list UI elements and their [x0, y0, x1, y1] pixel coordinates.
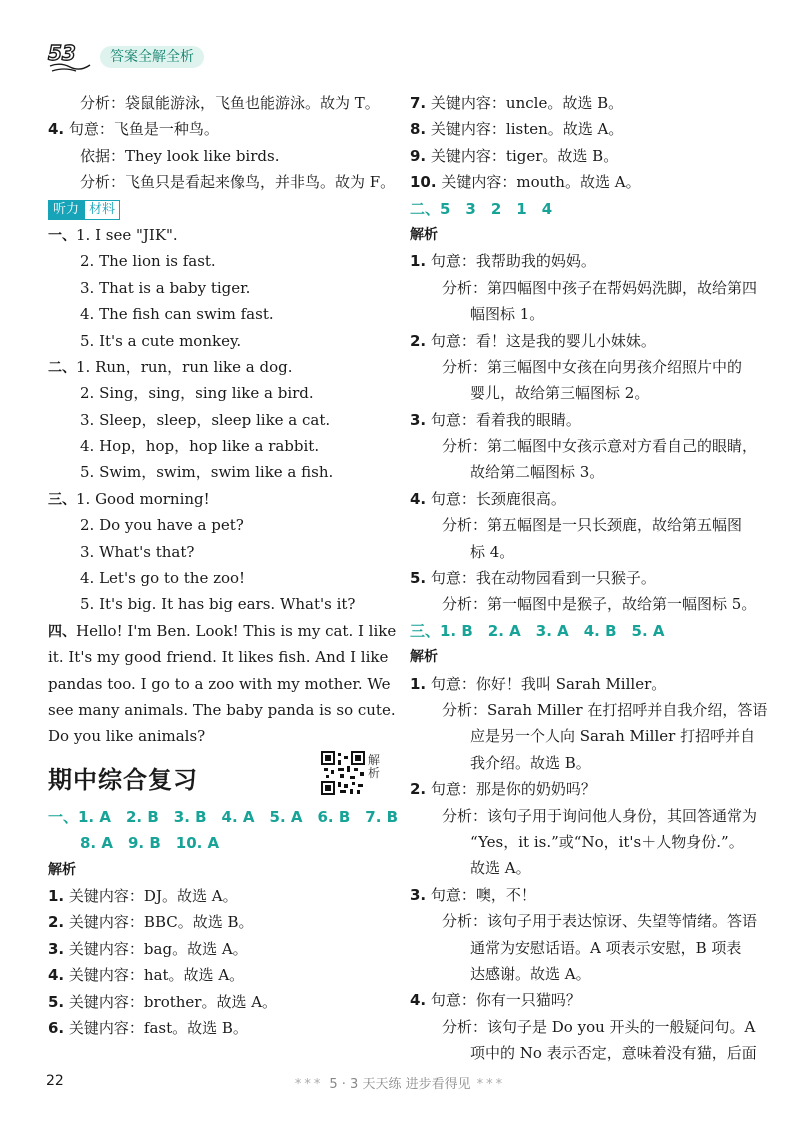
left-column — [48, 90, 399, 1041]
analysis-detail: 幅图标 1。 — [470, 305, 545, 324]
analysis-detail: 分析：该句子用于询问他人身份，其回答通常为 — [442, 806, 758, 825]
section-four-line: it. It's my good friend. It likes fish. And I like — [48, 648, 389, 667]
section-two-item: 3. Sleep，sleep，sleep like a cat. — [80, 410, 331, 429]
analysis-item: 4. 句意：长颈鹿很高。 — [410, 489, 566, 508]
analysis-detail: 故选 A。 — [470, 859, 531, 878]
section-two-answers: 二、5 3 2 1 4 — [410, 199, 553, 218]
analysis-item: 4. 句意：你有一只猫吗？ — [410, 991, 581, 1010]
text-line: 分析：袋鼠能游泳，飞鱼也能游泳。故为 T。 — [80, 94, 380, 112]
section-one-item: 4. The fish can swim fast. — [80, 305, 274, 324]
midterm-title: 期中综合复习 — [48, 765, 198, 794]
analysis-item: 5. 句意：我在动物园看到一只猴子。 — [410, 569, 656, 588]
text-line: 依据：They look like birds. — [80, 146, 280, 165]
footer-stars-left: *** — [294, 1077, 324, 1092]
section-three-item: 2. Do you have a pet? — [80, 516, 244, 535]
section-one-item: 5. It's a cute monkey. — [80, 331, 242, 350]
analysis-item: 3. 句意：噢，不！ — [410, 885, 536, 904]
key-item: 10. 关键内容：mouth。故选 A。 — [410, 173, 641, 192]
analysis-heading: 解析 — [410, 649, 438, 666]
section-one-item: 3. That is a baby tiger. — [80, 278, 251, 297]
text-line: 4. 句意：飞鱼是一种鸟。 — [48, 120, 219, 139]
section-four-line: see many animals. The baby panda is so cute. — [48, 700, 396, 719]
midterm-answers-line: 一、1. A 2. B 3. B 4. A 5. A 6. B 7. B — [48, 807, 399, 826]
analysis-detail: 分析：第三幅图中女孩在向男孩介绍照片中的 — [442, 357, 743, 376]
right-column — [410, 90, 768, 1066]
analysis-detail: 分析：第二幅图中女孩示意对方看自己的眼睛， — [442, 437, 758, 456]
section-three-item: 5. It's big. It has big ears. What's it? — [80, 595, 356, 614]
footer-brand: 5 · 3 天天练 进步看得见 — [329, 1077, 471, 1092]
svg-text:53: 53 — [48, 41, 76, 65]
section-two-item: 4. Hop，hop，hop like a rabbit. — [80, 437, 320, 456]
analysis-detail: 我介绍。故选 B。 — [470, 753, 591, 772]
analysis-item: 2. 句意：看！这是我的婴儿小妹妹。 — [410, 331, 656, 350]
key-item: 5. 关键内容：brother。故选 A。 — [48, 992, 278, 1011]
analysis-item: 3. 句意：看着我的眼睛。 — [410, 410, 581, 429]
analysis-detail: 达感谢。故选 A。 — [470, 964, 591, 983]
text-line: 分析：飞鱼只是看起来像鸟，并非鸟。故为 F。 — [80, 173, 396, 192]
section-one-item: 2. The lion is fast. — [80, 252, 216, 271]
footer-stars-right: *** — [476, 1077, 506, 1092]
section-two-item: 2. Sing，sing，sing like a bird. — [80, 384, 314, 403]
analysis-detail: 分析：第一幅图中是猴子，故给第一幅图标 5。 — [442, 595, 757, 614]
analysis-item: 1. 句意：你好！我叫 Sarah Miller。 — [410, 674, 667, 693]
analysis-detail: 通常为安慰话语。A 项表示安慰，B 项表 — [470, 938, 742, 957]
analysis-detail: 分析：Sarah Miller 在打招呼并自我介绍，答语 — [442, 700, 768, 719]
section-three-answers: 三、1. B 2. A 3. A 4. B 5. A — [410, 621, 665, 640]
qr-code-icon[interactable] — [320, 750, 366, 796]
section-four-line: pandas too. I go to a zoo with my mother. We — [48, 674, 391, 693]
analysis-detail: 分析：该句子是 Do you 开头的一般疑问句。A — [442, 1017, 756, 1036]
key-item: 4. 关键内容：hat。故选 A。 — [48, 966, 245, 985]
key-item: 9. 关键内容：tiger。故选 B。 — [410, 146, 619, 165]
analysis-detail: 分析：第五幅图是一只长颈鹿，故给第五幅图 — [442, 516, 743, 535]
key-item: 8. 关键内容：listen。故选 A。 — [410, 120, 624, 139]
analysis-detail: 分析：第四幅图中孩子在帮妈妈洗脚，故给第四 — [442, 278, 758, 297]
key-item: 3. 关键内容：bag。故选 A。 — [48, 939, 248, 958]
section-four-line: Do you like animals? — [48, 727, 206, 746]
analysis-heading: 解析 — [410, 226, 438, 243]
section-three-item: 三、1. Good morning! — [48, 489, 210, 508]
section-three-item: 3. What's that? — [80, 542, 195, 561]
midterm-answers-line: 8. A 9. B 10. A — [80, 834, 220, 853]
analysis-detail: 故给第二幅图标 3。 — [470, 463, 605, 482]
section-one-item: 一、1. I see "JIK". — [48, 225, 178, 244]
midterm-title-row — [48, 750, 388, 804]
key-item: 2. 关键内容：BBC。故选 B。 — [48, 913, 254, 932]
analysis-detail: “Yes，it is.”或“No，it's＋人物身份.”。 — [470, 832, 744, 851]
answer-badge: 答案全解全析 — [100, 46, 204, 68]
analysis-item: 1. 句意：我帮助我的妈妈。 — [410, 252, 596, 271]
listening-tag-row — [48, 196, 388, 222]
key-item: 6. 关键内容：fast。故选 B。 — [48, 1018, 248, 1037]
qr-label: 解析 — [368, 752, 381, 780]
section-four-line: 四、Hello! I'm Ben. Look! This is my cat. I like — [48, 621, 397, 640]
section-three-item: 4. Let's go to the zoo! — [80, 569, 246, 588]
section-two-item: 5. Swim，swim，swim like a fish. — [80, 463, 334, 482]
analysis-detail: 应是另一个人向 Sarah Miller 打招呼并自 — [470, 727, 756, 746]
key-item: 7. 关键内容：uncle。故选 B。 — [410, 94, 624, 112]
analysis-item: 2. 句意：那是你的奶奶吗？ — [410, 780, 596, 799]
analysis-detail: 标 4。 — [470, 542, 515, 561]
analysis-detail: 分析：该句子用于表达惊讶、失望等情绪。答语 — [442, 912, 758, 931]
footer-slogan — [0, 1073, 800, 1092]
brand-logo — [46, 38, 92, 74]
listening-material-tag: 听力 材料 — [48, 199, 120, 217]
page-number: 22 — [46, 1073, 64, 1089]
analysis-detail: 项中的 No 表示否定，意味着没有猫，后面 — [470, 1044, 757, 1063]
analysis-detail: 婴儿，故给第三幅图标 2。 — [470, 384, 650, 403]
analysis-heading: 解析 — [48, 861, 76, 878]
section-two-item: 二、1. Run，run，run like a dog. — [48, 357, 293, 376]
key-item: 1. 关键内容：DJ。故选 A。 — [48, 886, 238, 905]
